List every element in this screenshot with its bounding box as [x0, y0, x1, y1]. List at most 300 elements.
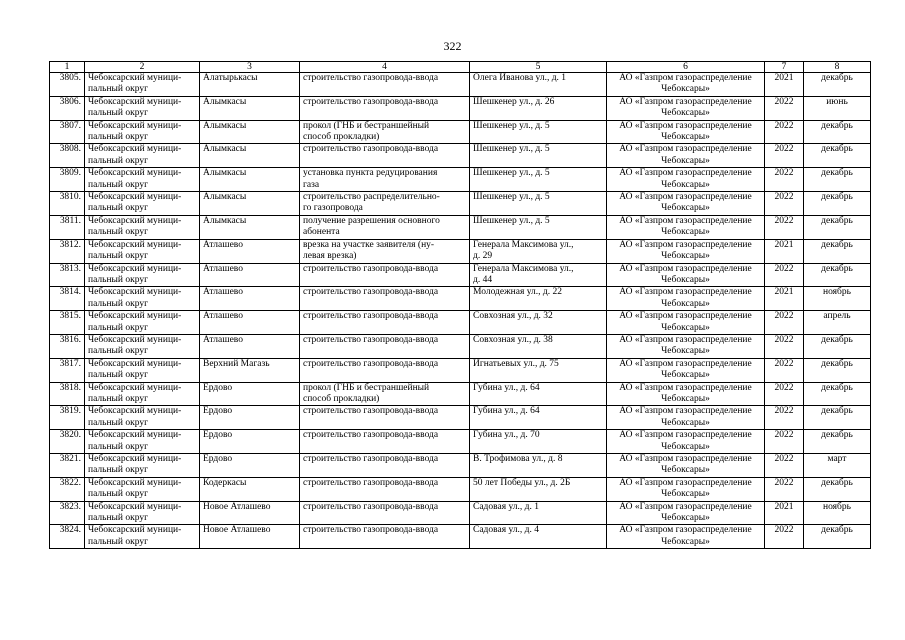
address-cell: [470, 454, 607, 478]
organization-line: Чебоксары»: [661, 203, 710, 214]
address-line: д. 29: [473, 251, 493, 262]
row-number: 3824.: [50, 525, 85, 549]
municipality-cell: [85, 239, 200, 263]
address-cell: [470, 168, 607, 192]
organization-cell: [607, 287, 765, 311]
work-type-line: строительство газопровода-ввода: [303, 501, 439, 512]
address-line: Шешкенер ул., д. 5: [473, 120, 550, 131]
organization-cell: [607, 430, 765, 454]
year-cell: 2022: [765, 192, 804, 216]
table-row: [50, 120, 871, 144]
year-cell: 2021: [765, 287, 804, 311]
municipality-line: Чебоксарский муници-: [88, 239, 182, 250]
row-number: 3805.: [50, 73, 85, 97]
work-type-line: строительство газопровода-ввода: [303, 73, 439, 83]
municipality-cell: [85, 525, 200, 549]
organization-line: АО «Газпром газораспределение: [619, 358, 752, 369]
address-cell: [470, 263, 607, 287]
table-row: [50, 287, 871, 311]
municipality-line: пальный округ: [88, 536, 149, 547]
municipality-line: пальный округ: [88, 441, 149, 452]
work-type-line: строительство газопровода-ввода: [303, 406, 439, 417]
municipality-cell: [85, 454, 200, 478]
row-number: 3821.: [50, 454, 85, 478]
organization-line: АО «Газпром газораспределение: [619, 215, 752, 226]
table-row: [50, 454, 871, 478]
table-row: [50, 477, 871, 501]
organization-line: Чебоксары»: [661, 489, 710, 500]
month-cell: декабрь: [804, 477, 871, 501]
organization-cell: [607, 120, 765, 144]
table-row: [50, 406, 871, 430]
work-type-cell: [300, 287, 470, 311]
organization-line: Чебоксары»: [661, 370, 710, 381]
organization-line: АО «Газпром газораспределение: [619, 430, 752, 441]
row-number: 3820.: [50, 430, 85, 454]
address-cell: [470, 358, 607, 382]
month-cell: декабрь: [804, 239, 871, 263]
settlement-cell: Новое Атлашево: [200, 525, 300, 549]
table-row: [50, 96, 871, 120]
address-line: Садовая ул., д. 1: [473, 501, 539, 512]
year-cell: 2021: [765, 239, 804, 263]
organization-line: Чебоксары»: [661, 513, 710, 524]
address-line: Губина ул., д. 70: [473, 430, 540, 441]
work-type-line: строительство распределительно-: [303, 192, 440, 203]
row-number: 3806.: [50, 96, 85, 120]
organization-cell: [607, 144, 765, 168]
work-type-cell: [300, 239, 470, 263]
settlement-cell: Атлашево: [200, 263, 300, 287]
settlement-cell: Новое Атлашево: [200, 501, 300, 525]
month-cell: декабрь: [804, 358, 871, 382]
row-number: 3810.: [50, 192, 85, 216]
organization-line: Чебоксары»: [661, 251, 710, 262]
year-cell: 2021: [765, 73, 804, 97]
organization-cell: [607, 263, 765, 287]
month-cell: декабрь: [804, 430, 871, 454]
organization-line: Чебоксары»: [661, 132, 710, 143]
table-row: [50, 168, 871, 192]
year-cell: 2022: [765, 168, 804, 192]
municipality-line: Чебоксарский муници-: [88, 120, 182, 131]
municipality-line: Чебоксарский муници-: [88, 454, 182, 464]
settlement-cell: Алымкасы: [200, 96, 300, 120]
table-row: [50, 73, 871, 97]
column-header: 1: [50, 62, 85, 73]
month-cell: ноябрь: [804, 287, 871, 311]
address-cell: [470, 525, 607, 549]
work-type-cell: [300, 96, 470, 120]
settlement-cell: Алымкасы: [200, 120, 300, 144]
organization-line: АО «Газпром газораспределение: [619, 406, 752, 417]
address-line: Шешкенер ул., д. 5: [473, 192, 550, 203]
work-type-line: абонента: [303, 227, 340, 238]
municipality-line: пальный округ: [88, 393, 149, 404]
row-number: 3813.: [50, 263, 85, 287]
settlement-cell: Алатырькасы: [200, 73, 300, 97]
organization-line: Чебоксары»: [661, 465, 710, 476]
work-type-line: получение разрешения основного: [303, 215, 440, 226]
municipality-cell: [85, 406, 200, 430]
municipality-line: Чебоксарский муници-: [88, 334, 182, 345]
work-type-line: строительство газопровода-ввода: [303, 477, 439, 488]
month-cell: декабрь: [804, 215, 871, 239]
work-type-cell: [300, 73, 470, 97]
month-cell: декабрь: [804, 73, 871, 97]
month-cell: ноябрь: [804, 501, 871, 525]
year-cell: 2022: [765, 525, 804, 549]
table-row: [50, 430, 871, 454]
municipality-line: Чебоксарский муници-: [88, 406, 182, 417]
address-cell: [470, 382, 607, 406]
year-cell: 2022: [765, 430, 804, 454]
work-type-line: строительство газопровода-ввода: [303, 430, 439, 441]
settlement-cell: Атлашево: [200, 311, 300, 335]
page-number: 322: [443, 39, 462, 53]
table-row: [50, 358, 871, 382]
work-type-cell: [300, 406, 470, 430]
table-row: [50, 501, 871, 525]
municipality-cell: [85, 382, 200, 406]
month-cell: декабрь: [804, 263, 871, 287]
address-line: Игнатьевых ул., д. 75: [473, 358, 559, 369]
address-cell: [470, 430, 607, 454]
settlement-cell: Ердово: [200, 454, 300, 478]
organization-line: АО «Газпром газораспределение: [619, 192, 752, 203]
work-type-line: способ прокладки): [303, 132, 380, 143]
municipality-cell: [85, 120, 200, 144]
address-line: Губина ул., д. 64: [473, 382, 540, 393]
municipality-line: Чебоксарский муници-: [88, 192, 182, 203]
row-number: 3808.: [50, 144, 85, 168]
work-type-line: прокол (ГНБ и бестраншейный: [303, 382, 430, 393]
work-type-cell: [300, 382, 470, 406]
column-header: 7: [765, 62, 804, 73]
municipality-cell: [85, 215, 200, 239]
address-cell: [470, 144, 607, 168]
work-type-line: го газопровода: [303, 203, 363, 214]
year-cell: 2022: [765, 120, 804, 144]
month-cell: декабрь: [804, 334, 871, 358]
settlement-cell: Ердово: [200, 382, 300, 406]
address-line: Молодежная ул., д. 22: [473, 287, 562, 298]
municipality-line: Чебоксарский муници-: [88, 311, 182, 322]
municipality-cell: [85, 168, 200, 192]
row-number: 3823.: [50, 501, 85, 525]
municipality-cell: [85, 477, 200, 501]
settlement-cell: Верхний Магазь: [200, 358, 300, 382]
address-cell: [470, 501, 607, 525]
organization-cell: [607, 311, 765, 335]
work-type-line: строительство газопровода-ввода: [303, 525, 439, 536]
organization-cell: [607, 239, 765, 263]
address-cell: [470, 96, 607, 120]
municipality-cell: [85, 73, 200, 97]
work-type-line: строительство газопровода-ввода: [303, 287, 439, 298]
address-line: Олега Иванова ул., д. 1: [473, 73, 567, 83]
work-type-line: левая врезка): [303, 251, 357, 262]
municipality-line: пальный округ: [88, 132, 149, 143]
work-type-cell: [300, 168, 470, 192]
settlement-cell: Атлашево: [200, 239, 300, 263]
organization-line: Чебоксары»: [661, 393, 710, 404]
work-type-cell: [300, 430, 470, 454]
address-line: Губина ул., д. 64: [473, 406, 540, 417]
work-type-line: строительство газопровода-ввода: [303, 263, 439, 274]
row-number: 3814.: [50, 287, 85, 311]
municipality-cell: [85, 192, 200, 216]
organization-cell: [607, 192, 765, 216]
settlement-cell: Атлашево: [200, 287, 300, 311]
address-cell: [470, 215, 607, 239]
address-cell: [470, 192, 607, 216]
table-row: [50, 525, 871, 549]
organization-line: Чебоксары»: [661, 155, 710, 166]
municipality-line: Чебоксарский муници-: [88, 501, 182, 512]
table-row: [50, 311, 871, 335]
work-type-cell: [300, 120, 470, 144]
organization-line: АО «Газпром газораспределение: [619, 311, 752, 322]
settlement-cell: Ердово: [200, 406, 300, 430]
work-type-line: строительство газопровода-ввода: [303, 144, 439, 155]
municipality-line: Чебоксарский муници-: [88, 168, 182, 179]
address-cell: [470, 477, 607, 501]
year-cell: 2022: [765, 382, 804, 406]
municipality-line: пальный округ: [88, 203, 149, 214]
organization-line: Чебоксары»: [661, 298, 710, 309]
row-number: 3822.: [50, 477, 85, 501]
organization-line: Чебоксары»: [661, 274, 710, 285]
municipality-line: Чебоксарский муници-: [88, 144, 182, 155]
work-type-cell: [300, 477, 470, 501]
municipality-line: пальный округ: [88, 274, 149, 285]
address-cell: [470, 120, 607, 144]
work-type-cell: [300, 263, 470, 287]
municipality-cell: [85, 96, 200, 120]
address-line: Генерала Максимова ул.,: [473, 263, 574, 274]
settlement-cell: Ердово: [200, 430, 300, 454]
municipality-line: Чебоксарский муници-: [88, 215, 182, 226]
year-cell: 2022: [765, 144, 804, 168]
table-row: [50, 334, 871, 358]
address-cell: [470, 73, 607, 97]
municipality-cell: [85, 263, 200, 287]
organization-line: Чебоксары»: [661, 346, 710, 357]
work-type-cell: [300, 501, 470, 525]
municipality-line: пальный округ: [88, 155, 149, 166]
organization-line: АО «Газпром газораспределение: [619, 477, 752, 488]
column-header: 3: [200, 62, 300, 73]
row-number: 3807.: [50, 120, 85, 144]
month-cell: декабрь: [804, 406, 871, 430]
municipality-line: пальный округ: [88, 489, 149, 500]
organization-line: АО «Газпром газораспределение: [619, 287, 752, 298]
organization-line: Чебоксары»: [661, 179, 710, 190]
column-number-header: [50, 62, 871, 73]
work-type-cell: [300, 454, 470, 478]
table-row: [50, 382, 871, 406]
row-number: 3819.: [50, 406, 85, 430]
organization-cell: [607, 215, 765, 239]
organization-line: АО «Газпром газораспределение: [619, 525, 752, 536]
work-type-cell: [300, 144, 470, 168]
municipality-line: пальный округ: [88, 346, 149, 357]
organization-cell: [607, 358, 765, 382]
address-line: Шешкенер ул., д. 5: [473, 168, 550, 179]
month-cell: декабрь: [804, 144, 871, 168]
row-number: 3815.: [50, 311, 85, 335]
municipality-cell: [85, 311, 200, 335]
address-cell: [470, 311, 607, 335]
organization-line: АО «Газпром газораспределение: [619, 263, 752, 274]
municipality-line: пальный округ: [88, 465, 149, 476]
month-cell: декабрь: [804, 525, 871, 549]
organization-cell: [607, 525, 765, 549]
organization-cell: [607, 382, 765, 406]
municipality-line: пальный округ: [88, 322, 149, 333]
table-row: [50, 192, 871, 216]
address-line: 50 лет Победы ул., д. 2Б: [473, 477, 571, 488]
municipality-line: пальный округ: [88, 179, 149, 190]
year-cell: 2022: [765, 263, 804, 287]
month-cell: декабрь: [804, 168, 871, 192]
municipality-line: Чебоксарский муници-: [88, 477, 182, 488]
municipality-cell: [85, 334, 200, 358]
address-cell: [470, 334, 607, 358]
organization-line: АО «Газпром газораспределение: [619, 334, 752, 345]
column-header: 2: [85, 62, 200, 73]
month-cell: июнь: [804, 96, 871, 120]
table-row: [50, 144, 871, 168]
year-cell: 2022: [765, 406, 804, 430]
organization-line: Чебоксары»: [661, 84, 710, 95]
organization-line: Чебоксары»: [661, 227, 710, 238]
organization-line: Чебоксары»: [661, 322, 710, 333]
work-type-cell: [300, 215, 470, 239]
municipality-line: Чебоксарский муници-: [88, 73, 182, 83]
municipality-line: Чебоксарский муници-: [88, 96, 182, 107]
organization-cell: [607, 334, 765, 358]
work-type-line: строительство газопровода-ввода: [303, 454, 439, 464]
work-type-line: прокол (ГНБ и бестраншейный: [303, 120, 430, 131]
organization-cell: [607, 454, 765, 478]
municipality-line: Чебоксарский муници-: [88, 525, 182, 536]
table-row: [50, 239, 871, 263]
settlement-cell: Алымкасы: [200, 144, 300, 168]
address-line: Шешкенер ул., д. 26: [473, 96, 555, 107]
work-type-line: врезка на участке заявителя (ну-: [303, 239, 435, 250]
organization-cell: [607, 73, 765, 97]
municipality-line: пальный округ: [88, 251, 149, 262]
year-cell: 2022: [765, 334, 804, 358]
municipality-line: пальный округ: [88, 370, 149, 381]
work-type-cell: [300, 525, 470, 549]
address-line: Совхозная ул., д. 32: [473, 311, 553, 322]
year-cell: 2022: [765, 311, 804, 335]
work-type-line: строительство газопровода-ввода: [303, 334, 439, 345]
settlement-cell: Кодеркасы: [200, 477, 300, 501]
organization-cell: [607, 96, 765, 120]
column-header: 5: [470, 62, 607, 73]
organization-line: АО «Газпром газораспределение: [619, 96, 752, 107]
municipality-line: пальный округ: [88, 84, 149, 95]
municipality-line: Чебоксарский муници-: [88, 430, 182, 441]
row-number: 3816.: [50, 334, 85, 358]
municipality-line: пальный округ: [88, 513, 149, 524]
work-type-line: строительство газопровода-ввода: [303, 358, 439, 369]
year-cell: 2022: [765, 477, 804, 501]
organization-line: АО «Газпром газораспределение: [619, 501, 752, 512]
organization-line: АО «Газпром газораспределение: [619, 454, 752, 464]
address-line: Генерала Максимова ул.,: [473, 239, 574, 250]
work-type-line: строительство газопровода-ввода: [303, 96, 439, 107]
organization-line: АО «Газпром газораспределение: [619, 144, 752, 155]
organization-line: Чебоксары»: [661, 536, 710, 547]
settlement-cell: Алымкасы: [200, 192, 300, 216]
address-line: Садовая ул., д. 4: [473, 525, 539, 536]
address-line: В. Трофимова ул., д. 8: [473, 454, 563, 464]
municipality-cell: [85, 358, 200, 382]
address-cell: [470, 239, 607, 263]
address-line: Шешкенер ул., д. 5: [473, 215, 550, 226]
address-line: д. 44: [473, 274, 493, 285]
work-type-line: установка пункта редуцирования: [303, 168, 438, 179]
year-cell: 2022: [765, 454, 804, 478]
municipality-line: Чебоксарский муници-: [88, 358, 182, 369]
work-type-cell: [300, 192, 470, 216]
organization-cell: [607, 168, 765, 192]
work-type-line: способ прокладки): [303, 393, 380, 404]
organization-line: АО «Газпром газораспределение: [619, 120, 752, 131]
organization-cell: [607, 477, 765, 501]
municipality-line: пальный округ: [88, 298, 149, 309]
year-cell: 2021: [765, 501, 804, 525]
address-cell: [470, 287, 607, 311]
municipality-line: Чебоксарский муници-: [88, 287, 182, 298]
work-type-cell: [300, 334, 470, 358]
municipality-line: пальный округ: [88, 227, 149, 238]
organization-line: АО «Газпром газораспределение: [619, 382, 752, 393]
settlement-cell: Алымкасы: [200, 168, 300, 192]
organization-cell: [607, 501, 765, 525]
month-cell: декабрь: [804, 120, 871, 144]
organization-line: Чебоксары»: [661, 441, 710, 452]
registry-table: [49, 61, 871, 549]
municipality-line: пальный округ: [88, 108, 149, 119]
year-cell: 2022: [765, 96, 804, 120]
address-cell: [470, 406, 607, 430]
month-cell: декабрь: [804, 192, 871, 216]
work-type-line: строительство газопровода-ввода: [303, 311, 439, 322]
row-number: 3812.: [50, 239, 85, 263]
month-cell: март: [804, 454, 871, 478]
column-header: 4: [300, 62, 470, 73]
organization-cell: [607, 406, 765, 430]
settlement-cell: Атлашево: [200, 334, 300, 358]
column-header: 6: [607, 62, 765, 73]
settlement-cell: Алымкасы: [200, 215, 300, 239]
municipality-cell: [85, 144, 200, 168]
organization-line: АО «Газпром газораспределение: [619, 168, 752, 179]
municipality-line: Чебоксарский муници-: [88, 263, 182, 274]
row-number: 3809.: [50, 168, 85, 192]
month-cell: апрель: [804, 311, 871, 335]
year-cell: 2022: [765, 215, 804, 239]
work-type-line: газа: [303, 179, 320, 190]
table-row: [50, 215, 871, 239]
municipality-line: пальный округ: [88, 417, 149, 428]
